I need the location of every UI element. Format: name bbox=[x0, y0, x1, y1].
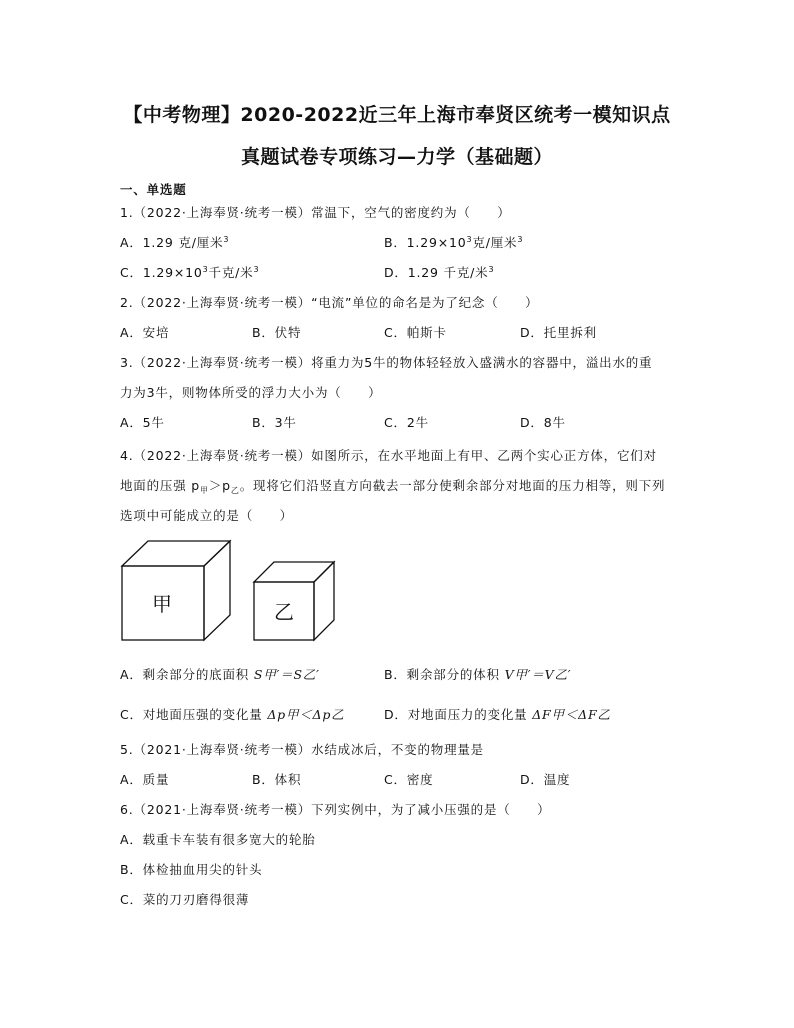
q1-option-d: D．1.29 千克/米$^3$ bbox=[384, 265, 495, 280]
q5-stem: 5.（2021·上海奉贤·统考一模）水结成冰后，不变的物理量是 bbox=[120, 742, 484, 757]
q4-option-b: B．剩余部分的体积 V甲′＝V乙′ bbox=[384, 667, 572, 682]
q1-stem: 1.（2022·上海奉贤·统考一模）常温下，空气的密度约为（ ） bbox=[120, 205, 511, 220]
q6-option-a: A．载重卡车装有很多宽大的轮胎 bbox=[120, 832, 316, 847]
q1-option-b: B．$1.29\times 10^3$克/厘米$^3$ bbox=[384, 235, 524, 250]
q4-option-c: C．对地面压强的变化量 Δp甲＜Δp乙 bbox=[120, 707, 345, 722]
q4-option-a: A．剩余部分的底面积 S甲′＝S乙′ bbox=[120, 667, 320, 682]
q6-stem: 6.（2021·上海奉贤·统考一模）下列实例中，为了减小压强的是（ ） bbox=[120, 802, 551, 817]
q4-stem-line3: 选项中可能成立的是（ ） bbox=[120, 508, 293, 523]
q4-option-c-math: Δp甲＜Δp乙 bbox=[267, 707, 345, 722]
q5-option-b: B．体积 bbox=[252, 772, 302, 787]
cube-yi-side-face bbox=[314, 562, 334, 640]
q3-option-a: A．5牛 bbox=[120, 415, 165, 430]
q3-option-b: B．3牛 bbox=[252, 415, 297, 430]
cube-jia-label: 甲 bbox=[152, 592, 172, 616]
q1-option-a: A．1.29 克/厘米$^3$ bbox=[120, 235, 230, 250]
q3-option-d: D．8牛 bbox=[520, 415, 566, 430]
cube-jia-side-face bbox=[204, 541, 230, 640]
q2-option-a: A．安培 bbox=[120, 325, 170, 340]
q6-option-c: C．菜的刀刃磨得很薄 bbox=[120, 892, 250, 907]
q5-option-a: A．质量 bbox=[120, 772, 170, 787]
q4-option-d-math: ΔF甲＜ΔF乙 bbox=[532, 707, 611, 722]
cube-jia-top-face bbox=[122, 541, 230, 566]
q4-option-a-math: S甲′＝S乙′ bbox=[253, 667, 320, 682]
q2-option-d: D．托里拆利 bbox=[520, 325, 597, 340]
q2-stem: 2.（2022·上海奉贤·统考一模）“电流”单位的命名是为了纪念（ ） bbox=[120, 295, 539, 310]
cubes-figure bbox=[118, 536, 358, 644]
q2-option-b: B．伏特 bbox=[252, 325, 302, 340]
section-heading: 一、单选题 bbox=[120, 182, 187, 197]
q3-stem-line2: 力为3牛，则物体所受的浮力大小为（ ） bbox=[120, 385, 382, 400]
q3-option-c: C．2牛 bbox=[384, 415, 429, 430]
q5-option-d: D．温度 bbox=[520, 772, 571, 787]
q4-option-b-math: V甲′＝V乙′ bbox=[504, 667, 572, 682]
page-title-line2: 真题试卷专项练习—力学（基础题） bbox=[240, 146, 553, 168]
q4-stem-line2: 地面的压强 $p_甲>p_乙$。现将它们沿竖直方向截去一部分使剩余部分对地面的压力相等，则下列 bbox=[120, 478, 666, 495]
q4-stem-line1: 4.（2022·上海奉贤·统考一模）如图所示，在水平地面上有甲、乙两个实心正方体，它们对 bbox=[120, 448, 657, 463]
q2-option-c: C．帕斯卡 bbox=[384, 325, 447, 340]
cube-yi-label: 乙 bbox=[274, 600, 294, 624]
q6-option-b: B．体检抽血用尖的针头 bbox=[120, 862, 263, 877]
q4-option-d: D．对地面压力的变化量 ΔF甲＜ΔF乙 bbox=[384, 707, 611, 722]
q3-stem-line1: 3.（2022·上海奉贤·统考一模）将重力为5牛的物体轻轻放入盛满水的容器中，溢出水的重 bbox=[120, 355, 653, 370]
q5-option-c: C．密度 bbox=[384, 772, 434, 787]
q1-option-c: C．$1.29\times 10^3$千克/米$^3$ bbox=[120, 265, 260, 280]
cube-yi-top-face bbox=[254, 562, 334, 582]
page-title-line1: 【中考物理】2020-2022近三年上海市奉贤区统考一模知识点 bbox=[123, 104, 671, 126]
